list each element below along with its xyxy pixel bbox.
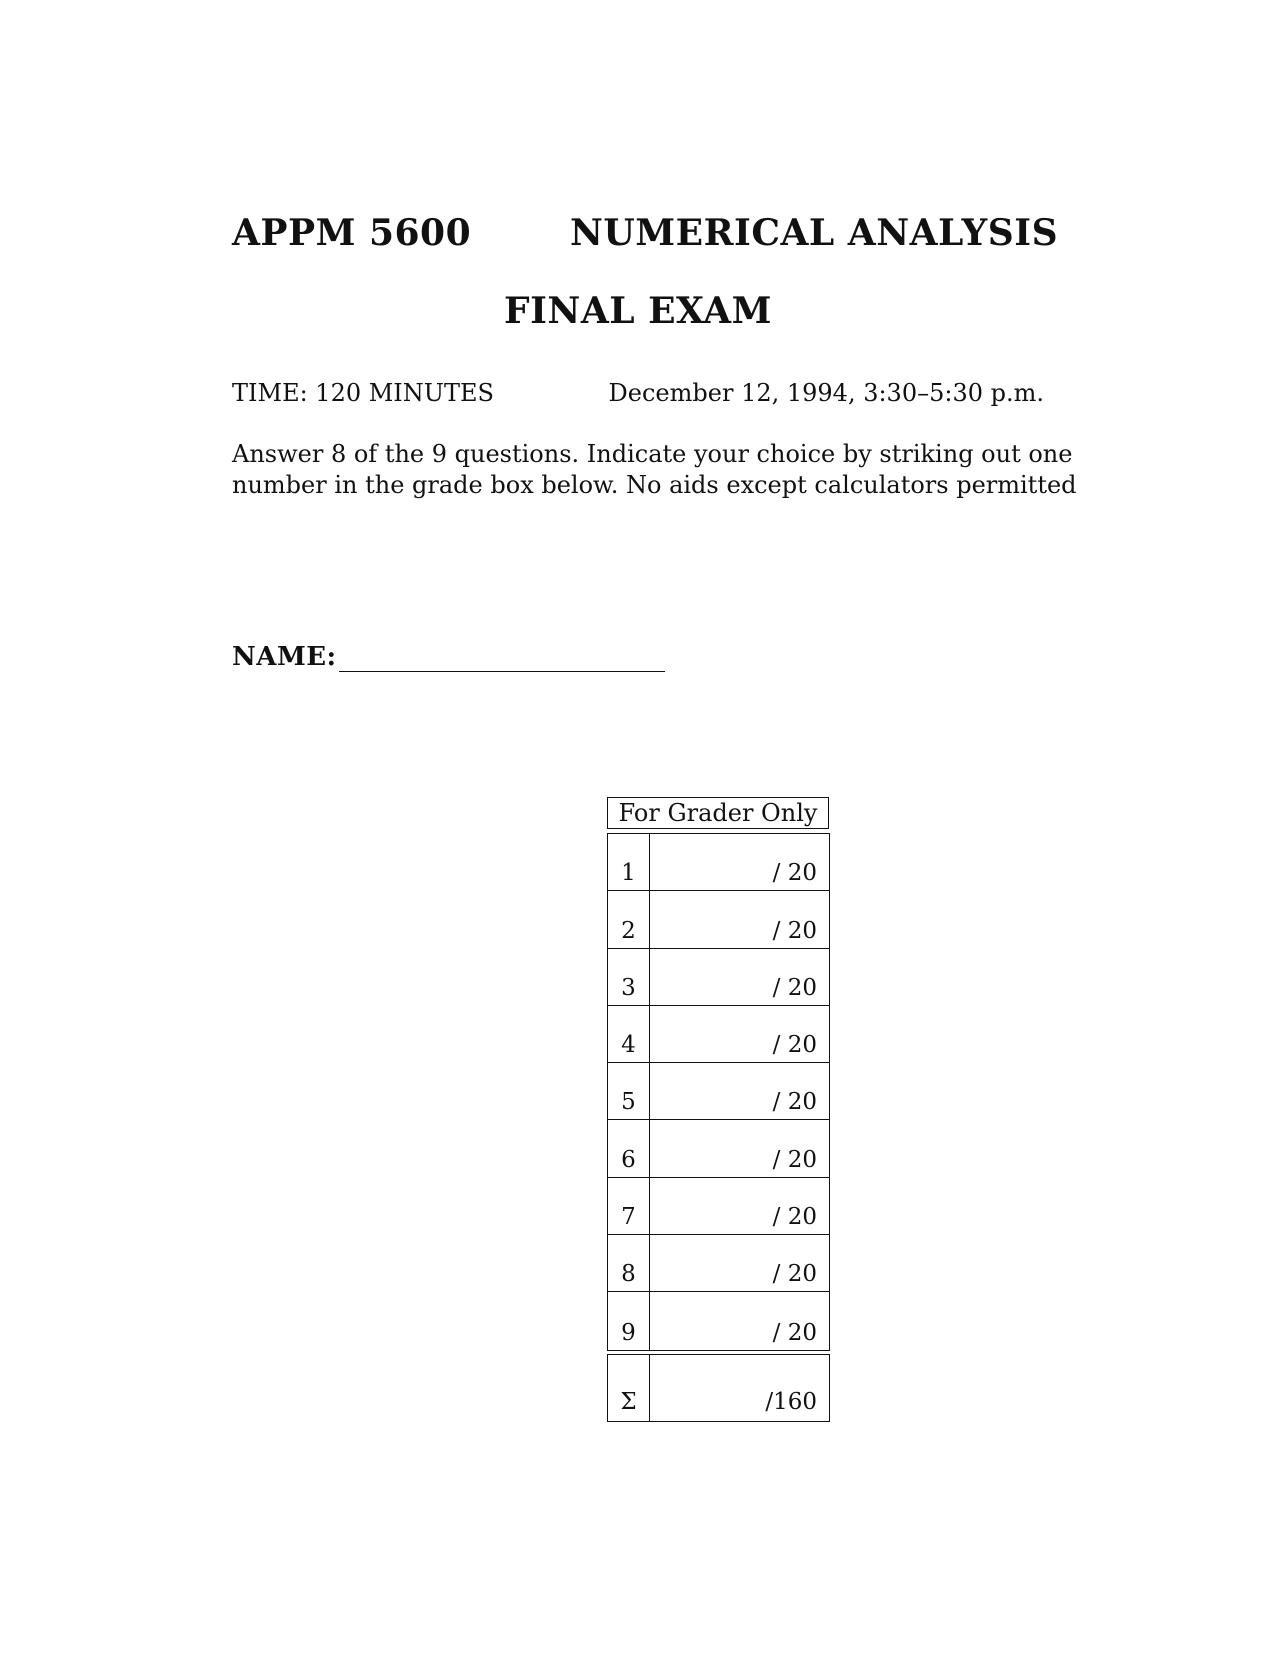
question-number[interactable]: 7 xyxy=(608,1178,650,1234)
grade-row xyxy=(608,1063,829,1120)
question-score: / 20 xyxy=(772,1261,817,1288)
grade-table xyxy=(607,833,830,1351)
course-number: APPM 5600 xyxy=(232,212,472,254)
total-score: /160 xyxy=(765,1389,817,1415)
grade-row xyxy=(608,1235,829,1292)
question-number[interactable]: 9 xyxy=(608,1292,650,1349)
sum-symbol: Σ xyxy=(608,1355,650,1421)
question-number[interactable]: 6 xyxy=(608,1120,650,1176)
exam-title: FINAL EXAM xyxy=(504,290,772,332)
grade-row xyxy=(608,1006,829,1063)
question-score: / 20 xyxy=(772,917,817,944)
instructions-line-2: number in the grade box below. No aids except calculators permitted xyxy=(232,471,1077,499)
time-limit: TIME: 120 MINUTES xyxy=(232,379,494,407)
question-number[interactable]: 3 xyxy=(608,949,650,1005)
course-subject: NUMERICAL ANALYSIS xyxy=(570,212,1059,254)
name-blank-line[interactable] xyxy=(339,645,665,672)
question-score: / 20 xyxy=(772,974,817,1001)
instructions-line-1: Answer 8 of the 9 questions. Indicate your choice by striking out one xyxy=(232,440,1073,468)
grader-box-title: For Grader Only xyxy=(607,797,829,829)
question-score: / 20 xyxy=(772,1319,817,1346)
question-score: / 20 xyxy=(772,1032,817,1059)
grade-row xyxy=(608,1292,829,1349)
exam-date: December 12, 1994, 3:30–5:30 p.m. xyxy=(608,379,1044,407)
grade-row xyxy=(608,1178,829,1235)
grade-row xyxy=(608,1120,829,1177)
question-score: / 20 xyxy=(772,1146,817,1173)
question-number[interactable]: 4 xyxy=(608,1006,650,1062)
grade-row xyxy=(608,949,829,1006)
question-score: / 20 xyxy=(772,860,817,887)
instructions xyxy=(232,439,1077,501)
question-number[interactable]: 1 xyxy=(608,834,650,890)
grade-row xyxy=(608,834,829,891)
grade-row xyxy=(608,891,829,948)
name-label: NAME: xyxy=(232,642,337,672)
question-score: / 20 xyxy=(772,1089,817,1116)
question-score: / 20 xyxy=(772,1204,817,1231)
question-number[interactable]: 5 xyxy=(608,1063,650,1119)
question-number[interactable]: 8 xyxy=(608,1235,650,1291)
total-row xyxy=(607,1354,830,1422)
question-number[interactable]: 2 xyxy=(608,891,650,947)
name-field xyxy=(232,642,665,672)
